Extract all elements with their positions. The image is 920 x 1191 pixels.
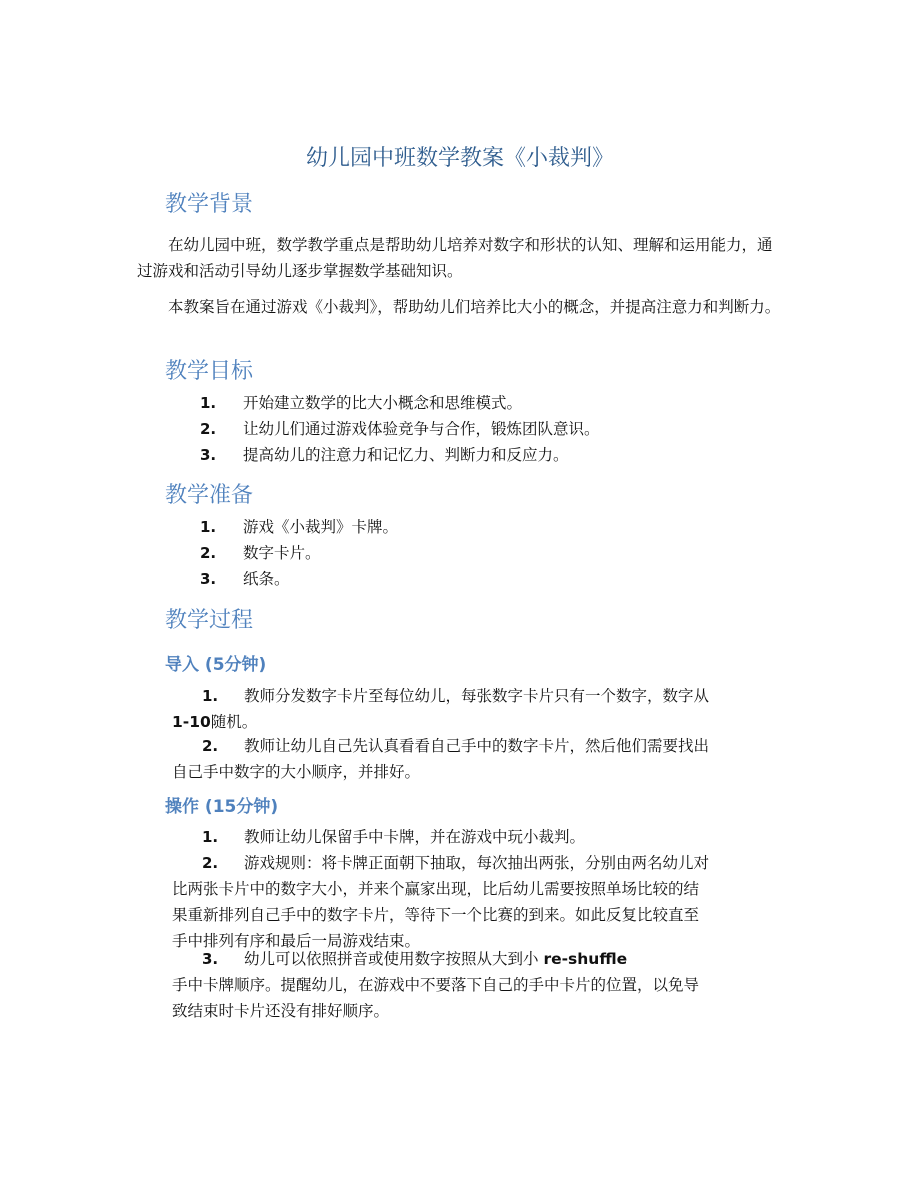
list-text: 随机。 [210,713,258,731]
list-number: 3. [200,446,217,464]
list-line: 致结束时卡片还没有排好顺序。 [172,1002,390,1020]
list-line [172,759,788,785]
list-text: 幼儿可以依照拼音或使用数字按照从大到小 [244,950,539,968]
list-line [172,824,788,850]
list-text: 游戏规则：将卡牌正面朝下抽取，每次抽出两张，分别由两名幼儿对 [244,854,710,872]
operation-item [172,824,788,850]
preparation-item [200,566,816,592]
list-line: 手中排列有序和最后一局游戏结束。 [172,932,421,950]
list-line [172,946,788,972]
section-heading-process: 教学过程 [165,608,254,633]
list-line: 手中卡牌顺序。提醒幼儿，在游戏中不要落下自己的手中卡片的位置，以免导 [172,976,700,994]
list-number: 2. [200,544,217,562]
subsection-heading-operation: 操作 (15分钟) [165,797,279,817]
document-title: 幼儿园中班数学教案《小裁判》 [305,146,614,171]
list-line: 果重新排列自己手中的数字卡片，等待下一个比赛的到来。如此反复比较直至 [172,906,700,924]
section-heading-preparation: 教学准备 [165,483,254,508]
preparation-item [200,540,816,566]
list-number: 1. [202,828,219,846]
list-text: 数字卡片。 [243,544,321,562]
list-number: 1. [202,687,219,705]
intro-item [172,683,788,735]
list-number: 1. [200,394,217,412]
list-line [172,733,788,759]
list-text: 教师让幼儿保留手中卡牌，并在游戏中玩小裁判。 [244,828,586,846]
number-range: 1-10 [172,713,211,731]
list-text: 开始建立数学的比大小概念和思维模式。 [243,394,523,412]
goal-item [200,416,816,442]
goal-item [200,390,816,416]
background-paragraph-1: 在幼儿园中班，数学教学重点是帮助幼儿培养对数字和形状的认知、理解和运用能力，通过游戏和活动引导幼儿逐步掌握数学基础知识。 [137,236,773,280]
list-text: 纸条。 [243,570,290,588]
list-line [172,850,788,876]
preparation-item [200,514,816,540]
list-text: 让幼儿们通过游戏体验竞争与合作，锻炼团队意识。 [243,420,600,438]
list-number: 1. [200,518,217,536]
operation-item [172,946,788,1024]
list-text: 自己手中数字的大小顺序，并排好。 [172,763,421,781]
list-text: 游戏《小裁判》卡牌。 [243,518,399,536]
list-text: 教师让幼儿自己先认真看看自己手中的数字卡片，然后他们需要找出 [244,737,710,755]
list-number: 3. [200,570,217,588]
list-number: 2. [202,854,219,872]
list-line [172,709,788,735]
intro-item [172,733,788,785]
goal-item [200,442,816,468]
list-number: 2. [200,420,217,438]
section-heading-background: 教学背景 [165,192,254,217]
background-paragraph-2: 本教案旨在通过游戏《小裁判》，帮助幼儿们培养比大小的概念，并提高注意力和判断力。 [168,298,781,316]
list-line [172,683,788,709]
english-term: re-shuffle [543,950,628,968]
list-number: 2. [202,737,219,755]
list-number: 3. [202,950,219,968]
operation-item [172,850,788,954]
list-text: 教师分发数字卡片至每位幼儿，每张数字卡片只有一个数字，数字从 [244,687,710,705]
list-text: 提高幼儿的注意力和记忆力、判断力和反应力。 [243,446,569,464]
section-heading-goals: 教学目标 [165,359,254,384]
subsection-heading-intro: 导入 (5分钟) [165,655,267,675]
list-line: 比两张卡片中的数字大小，并来个赢家出现，比后幼儿需要按照单场比较的结 [172,880,700,898]
